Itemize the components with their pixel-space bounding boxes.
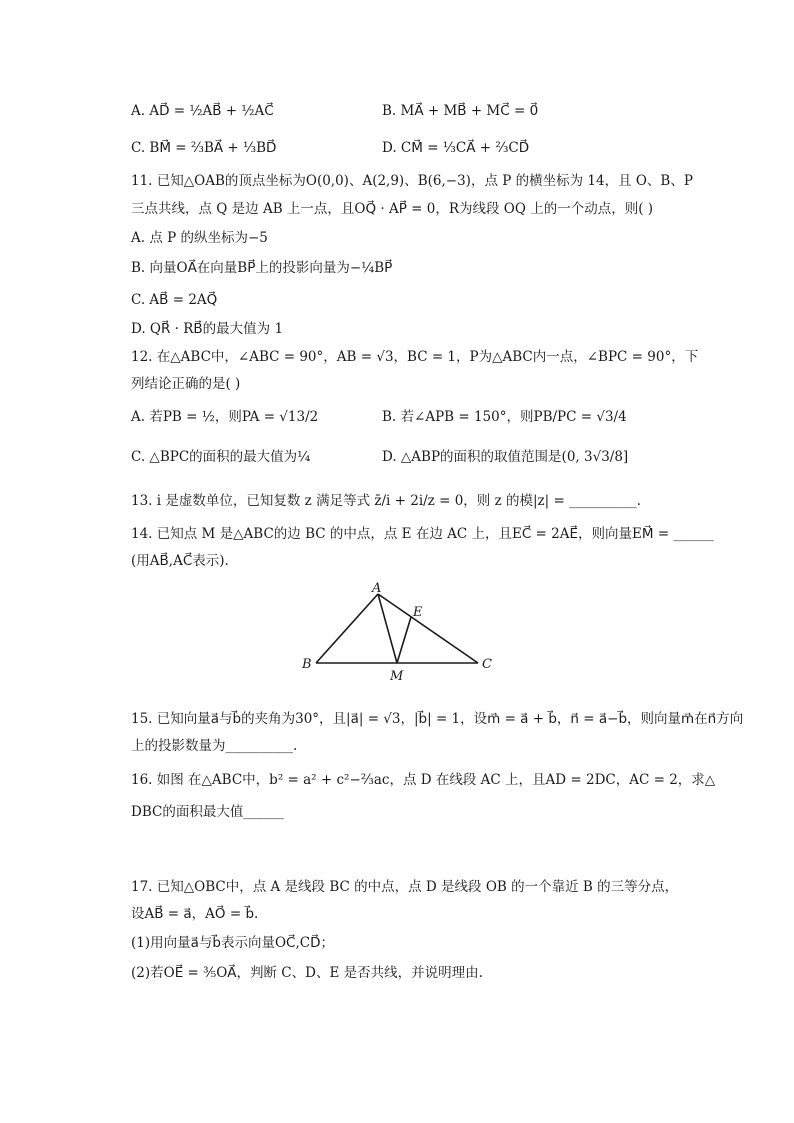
q11-option-c: C. AB⃗ = 2AQ⃗ — [131, 292, 218, 308]
q17-part2: (2)若OE⃗ = ⅗OA⃗，判断 C、D、E 是否共线，并说明理由. — [131, 965, 483, 981]
q12-option-b: B. 若∠APB = 150°，则PB/PC = √3/4 — [382, 409, 627, 425]
label-b: B — [302, 657, 312, 672]
q13-stem: 13. i 是虚数单位，已知复数 z 满足等式 z̄/i + 2i/z = 0，则 z 的模|z| = __________. — [131, 493, 641, 509]
q11-stem-line2: 三点共线，点 Q 是边 AB 上一点，且OQ⃗ · AP⃗ = 0，R为线段 OQ 上的一个动点，则( ) — [131, 201, 654, 217]
q12-option-d: D. △ABP的面积的取值范围是(0, 3√3/8] — [382, 449, 629, 465]
segment-me — [397, 617, 411, 663]
q12-option-c: C. △BPC的面积的最大值为¼ — [131, 449, 311, 465]
q10-option-b: B. MA⃗ + MB⃗ + MC⃗ = 0⃗ — [382, 103, 539, 119]
label-a: A — [372, 581, 382, 596]
q17-part1: (1)用向量a⃗与b⃗表示向量OC⃗,CD⃗； — [131, 935, 334, 951]
q10-option-a: A. AD⃗ = ½AB⃗ + ½AC⃗ — [131, 103, 274, 119]
triangle-figure — [296, 580, 506, 685]
q17-stem-line2: 设AB⃗ = a⃗，AO⃗ = b⃗. — [131, 906, 259, 922]
q14-stem-line2: (用AB⃗,AC⃗表示). — [131, 553, 229, 569]
segment-ac — [378, 594, 478, 663]
q11-option-b: B. 向量OA⃗在向量BP⃗上的投影向量为−¼BP⃗ — [131, 260, 393, 276]
q11-stem-line1: 11. 已知△OAB的顶点坐标为O(0,0)、A(2,9)、B(6,−3)，点 P 的横坐标为 14，且 O、B、P — [131, 173, 693, 189]
q12-option-a: A. 若PB = ½，则PA = √13/2 — [131, 409, 319, 425]
q10-option-d: D. CM⃗ = ⅓CA⃗ + ⅔CD⃗ — [382, 140, 530, 156]
q16-stem-line1: 16. 如图 在△ABC中，b² = a² + c²−⅔ac，点 D 在线段 AC 上，且AD = 2DC，AC = 2，求△ — [131, 772, 716, 788]
q11-option-d: D. QR⃗ · RB⃗的最大值为 1 — [131, 321, 284, 337]
q14-stem-line1: 14. 已知点 M 是△ABC的边 BC 的中点，点 E 在边 AC 上，且EC⃗ = 2AE⃗，则向量EM⃗ = ______ — [131, 526, 714, 542]
q16-stem-line2: DBC的面积最大值______ — [131, 804, 284, 820]
q11-option-a: A. 点 P 的纵坐标为−5 — [131, 230, 268, 246]
label-e: E — [413, 605, 423, 620]
q15-stem-line2: 上的投影数量为__________. — [131, 738, 298, 754]
q12-stem-line1: 12. 在△ABC中，∠ABC = 90°，AB = √3，BC = 1，P为△ABC内一点，∠BPC = 90°，下 — [131, 349, 699, 365]
q10-option-c: C. BM⃗ = ⅔BA⃗ + ⅓BD⃗ — [131, 140, 277, 156]
segment-ab — [316, 594, 378, 663]
q15-stem-line1: 15. 已知向量a⃗与b⃗的夹角为30°，且|a⃗| = √3，|b⃗| = 1，设m⃗ = a⃗ + b⃗，n⃗ = a⃗−b⃗，则向量m⃗在n⃗方向 — [131, 711, 744, 727]
q12-stem-line2: 列结论正确的是( ) — [131, 376, 241, 392]
label-c: C — [482, 657, 492, 672]
label-m: M — [390, 669, 404, 684]
q17-stem-line1: 17. 已知△OBC中，点 A 是线段 BC 的中点，点 D 是线段 OB 的一个靠近 B 的三等分点， — [131, 879, 679, 895]
